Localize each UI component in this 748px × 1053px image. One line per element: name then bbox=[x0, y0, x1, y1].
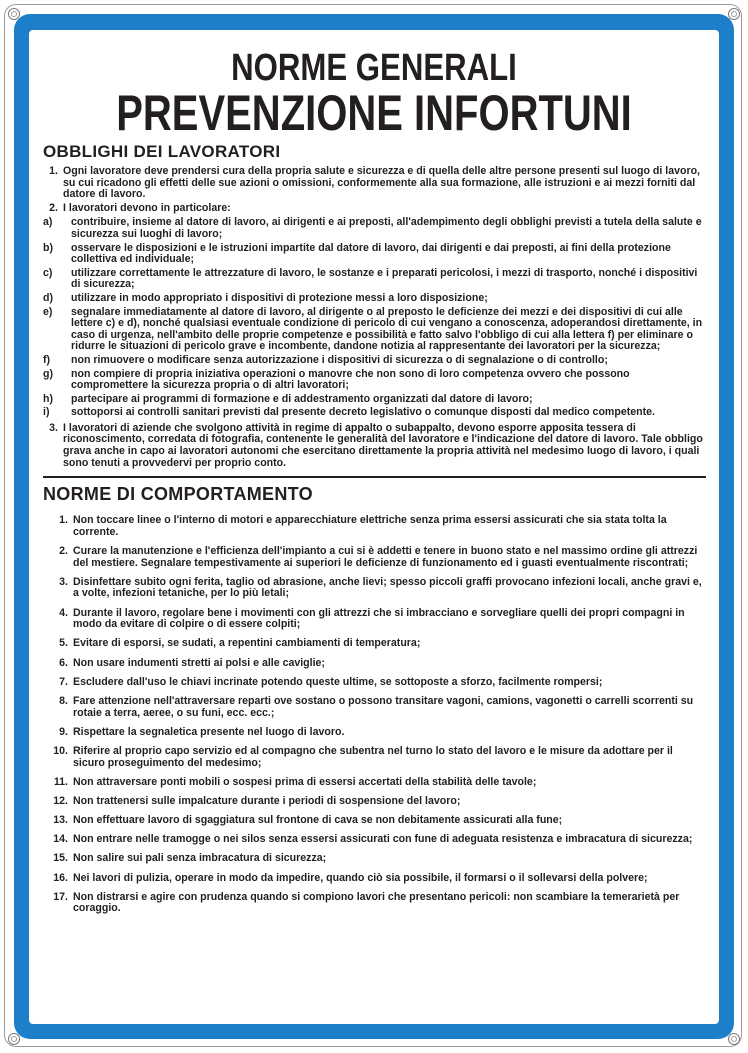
item-text: Durante il lavoro, regolare bene i movimenti con gli attrezzi che si imbracciano e sorvegliare quelli dei propri compagni in modo da evitare di colpire o di essere colpiti; bbox=[73, 606, 685, 631]
list-item bbox=[43, 746, 706, 769]
item-marker: 6. bbox=[59, 656, 68, 669]
sub-list-item bbox=[43, 355, 706, 367]
list-item bbox=[43, 423, 706, 469]
item-marker: 17. bbox=[53, 890, 68, 903]
item-marker: 15. bbox=[53, 852, 68, 865]
sub-item-marker: f) bbox=[43, 353, 51, 366]
comportamento-list bbox=[43, 515, 706, 915]
item-marker: 12. bbox=[53, 794, 68, 807]
item-text: Non distrarsi e agire con prudenza quando si compiono lavori che presentano pericoli: non scambiare la temerarietà per coraggio. bbox=[73, 890, 680, 915]
mounting-hole-bottom-left bbox=[8, 1033, 20, 1045]
sign-panel bbox=[29, 30, 719, 1024]
item-text: Non entrare nelle tramogge o nei silos senza essersi assicurati con fune di adeguata resistenza e imbracatura di sicurezza; bbox=[73, 833, 693, 846]
section-divider bbox=[43, 476, 706, 478]
item-text: Evitare di esporsi, se sudati, a repentini cambiamenti di temperatura; bbox=[73, 637, 421, 650]
item-text: Non effettuare lavoro di sgaggiatura sul frontone di cava se non debitamente assicurati alla fune; bbox=[73, 814, 563, 827]
list-item bbox=[43, 777, 706, 789]
sub-item-marker: c) bbox=[43, 266, 53, 279]
sub-item-text: non rimuovere o modificare senza autorizzazione i dispositivi di sicurezza o di segnalazione o di controllo; bbox=[71, 353, 608, 366]
item-marker: 16. bbox=[53, 871, 68, 884]
mounting-hole-bottom-right bbox=[728, 1033, 740, 1045]
section-heading-comportamento: NORME DI COMPORTAMENTO bbox=[43, 484, 313, 505]
item-marker: 10. bbox=[53, 744, 68, 757]
mounting-hole-top-right bbox=[728, 8, 740, 20]
list-item bbox=[43, 834, 706, 846]
list-item bbox=[43, 853, 706, 865]
title-line-2: PREVENZIONE INFORTUNI bbox=[116, 85, 632, 141]
item-text: Non attraversare ponti mobili o sospesi prima di essersi accertati della stabilità delle tavole; bbox=[73, 775, 537, 788]
item-marker: 3. bbox=[59, 575, 68, 588]
list-item bbox=[43, 873, 706, 885]
list-item bbox=[43, 796, 706, 808]
section-heading-obblighi: OBBLIGHI DEI LAVORATORI bbox=[43, 142, 281, 161]
item-marker: 2. bbox=[49, 201, 58, 214]
sub-list-item bbox=[43, 293, 706, 305]
sub-item-text: osservare le disposizioni e le istruzioni impartite dal datore di lavoro, dai dirigenti e dai preposti, ai fini della protezione collettiva ed individuale; bbox=[71, 241, 671, 266]
sub-item-marker: i) bbox=[43, 406, 50, 419]
sign-content bbox=[29, 142, 719, 915]
item-text: Nei lavori di pulizia, operare in modo da impedire, quando ciò sia possibile, il formarsi o il sollevarsi della polvere; bbox=[73, 871, 648, 884]
item-text: Ogni lavoratore deve prendersi cura della propria salute e sicurezza e di quella delle altre persone presenti sul luogo di lavoro, su cui ricadono gli effetti delle sue azioni o omissioni, conformemente alla sua formazione, alle istruzioni e ai mezzi forniti dal datore di lavoro. bbox=[63, 165, 701, 201]
sub-item-text: utilizzare in modo appropriato i dispositivi di protezione messi a loro disposizione; bbox=[71, 291, 488, 304]
list-item bbox=[43, 515, 706, 538]
item-text: Escludere dall'uso le chiavi incrinate potendo queste ultime, se sottoposte a sforzo, facilmente rompersi; bbox=[73, 675, 603, 688]
list-item bbox=[43, 203, 706, 215]
sub-item-marker: h) bbox=[43, 392, 53, 405]
sub-list-item bbox=[43, 369, 706, 392]
sub-item-marker: b) bbox=[43, 241, 53, 254]
list-item bbox=[43, 638, 706, 650]
sub-item-marker: g) bbox=[43, 367, 53, 380]
sub-item-text: partecipare ai programmi di formazione e di addestramento organizzati dal datore di lavoro; bbox=[71, 392, 533, 405]
item-marker: 1. bbox=[59, 514, 68, 527]
item-text: Riferire al proprio capo servizio ed al compagno che subentra nel turno lo stato del lavoro e le misure da adottare per il sicuro proseguimento del medesimo; bbox=[73, 744, 673, 769]
sub-list-item bbox=[43, 307, 706, 353]
sub-item-text: non compiere di propria iniziativa operazioni o manovre che non sono di loro competenza ovvero che possono compromettere la sicurezza propria o di altri lavoratori; bbox=[71, 367, 630, 392]
item-text: I lavoratori devono in particolare: bbox=[63, 201, 231, 214]
sub-item-marker: e) bbox=[43, 305, 53, 318]
item-text: Non salire sui pali senza imbracatura di sicurezza; bbox=[73, 852, 327, 865]
sub-item-marker: d) bbox=[43, 291, 53, 304]
sub-item-marker: a) bbox=[43, 216, 53, 229]
item-text: Rispettare la segnaletica presente nel luogo di lavoro. bbox=[73, 725, 345, 738]
list-item bbox=[43, 696, 706, 719]
item-marker: 13. bbox=[53, 814, 68, 827]
sub-list-item bbox=[43, 217, 706, 240]
sub-item-text: sottoporsi ai controlli sanitari previsti dal presente decreto legislativo o comunque disposti dal medico competente. bbox=[71, 406, 655, 419]
list-item bbox=[43, 608, 706, 631]
sub-list-item bbox=[43, 394, 706, 406]
list-item bbox=[43, 577, 706, 600]
item-text: Curare la manutenzione e l'efficienza dell'impianto a cui si è addetti e tenere in buono stato e nel massimo ordine gli attrezzi del mestiere. Segnalare tempestivamente ai superiori le deficienze di funzionamento ed i guasti eventualmente riscontrati; bbox=[73, 545, 698, 569]
list-item bbox=[43, 546, 706, 569]
obblighi-list bbox=[43, 166, 706, 469]
item-text: Disinfettare subito ogni ferita, taglio od abrasione, anche lievi; spesso piccoli graffi provocano infezioni locali, anche gravi e, a volte, infezioni tetaniche, per lo più letali; bbox=[73, 575, 702, 600]
list-item bbox=[43, 892, 706, 915]
sub-item-text: contribuire, insieme al datore di lavoro, ai dirigenti e ai preposti, all'adempimento degli obblighi previsti a tutela della salute e sicurezza sui luoghi di lavoro; bbox=[71, 216, 702, 240]
list-item bbox=[43, 166, 706, 201]
item-marker: 11. bbox=[53, 775, 68, 788]
item-marker: 14. bbox=[53, 833, 68, 846]
item-marker: 5. bbox=[59, 637, 68, 650]
item-marker: 3. bbox=[49, 421, 58, 434]
sub-item-text: utilizzare correttamente le attrezzature di lavoro, le sostanze e i preparati pericolosi, i mezzi di trasporto, nonché i dispositivi di sicurezza; bbox=[71, 266, 698, 291]
item-marker: 8. bbox=[59, 694, 68, 707]
sub-list-item bbox=[43, 268, 706, 291]
list-item bbox=[43, 658, 706, 670]
item-text: Non trattenersi sulle impalcature durante i periodi di sospensione del lavoro; bbox=[73, 794, 461, 807]
item-marker: 2. bbox=[59, 545, 68, 558]
item-text: Non toccare linee o l'interno di motori e apparecchiature elettriche senza prima essersi assicurati che sia stata tolta la corrente. bbox=[73, 514, 667, 538]
item-text: Fare attenzione nell'attraversare reparti ove sostano o possono transitare vagoni, camions, vagonetti o carrelli scorrenti su rotaie a terra, aeree, o su funi, ecc. ecc.; bbox=[73, 694, 694, 719]
item-marker: 1. bbox=[49, 165, 58, 177]
item-marker: 4. bbox=[59, 606, 68, 619]
item-text: Non usare indumenti stretti ai polsi e alle caviglie; bbox=[73, 656, 325, 669]
list-item bbox=[43, 727, 706, 739]
list-item bbox=[43, 815, 706, 827]
item-marker: 9. bbox=[59, 725, 68, 738]
sub-item-text: segnalare immediatamente al datore di lavoro, al dirigente o al preposto le deficienze dei mezzi e dei dispositivi di cui alle lettere c) e d), nonché qualsiasi eventuale condizione di pericolo di cui vengano a conoscenza, adoperandosi direttamente, in caso di urgenza, nell'ambito delle proprie competenze e possibilità e fatto salvo l'obbligo di cui alla lettera f) per eliminare o ridurre le situazioni di pericolo grave e incombente, dandone notizia al rappresentante dei lavoratori per la sicurezza; bbox=[71, 305, 703, 353]
sub-list-item bbox=[43, 407, 706, 419]
item-marker: 7. bbox=[59, 675, 68, 688]
sub-list-item bbox=[43, 243, 706, 266]
title-line-1: NORME GENERALI bbox=[231, 47, 517, 89]
list-item bbox=[43, 677, 706, 689]
item-text: I lavoratori di aziende che svolgono attività in regime di appalto o subappalto, devono esporre apposita tessera di riconoscimento, corredata di fotografia, contenente le generalità del lavoratore e l'indicazione del datore di lavoro. Tale obbligo grava anche in capo ai lavoratori autonomi che esercitano direttamente la propria attività nel medesimo luogo di lavoro, i quali sono tenuti a provvedervi per proprio conto. bbox=[63, 421, 703, 469]
